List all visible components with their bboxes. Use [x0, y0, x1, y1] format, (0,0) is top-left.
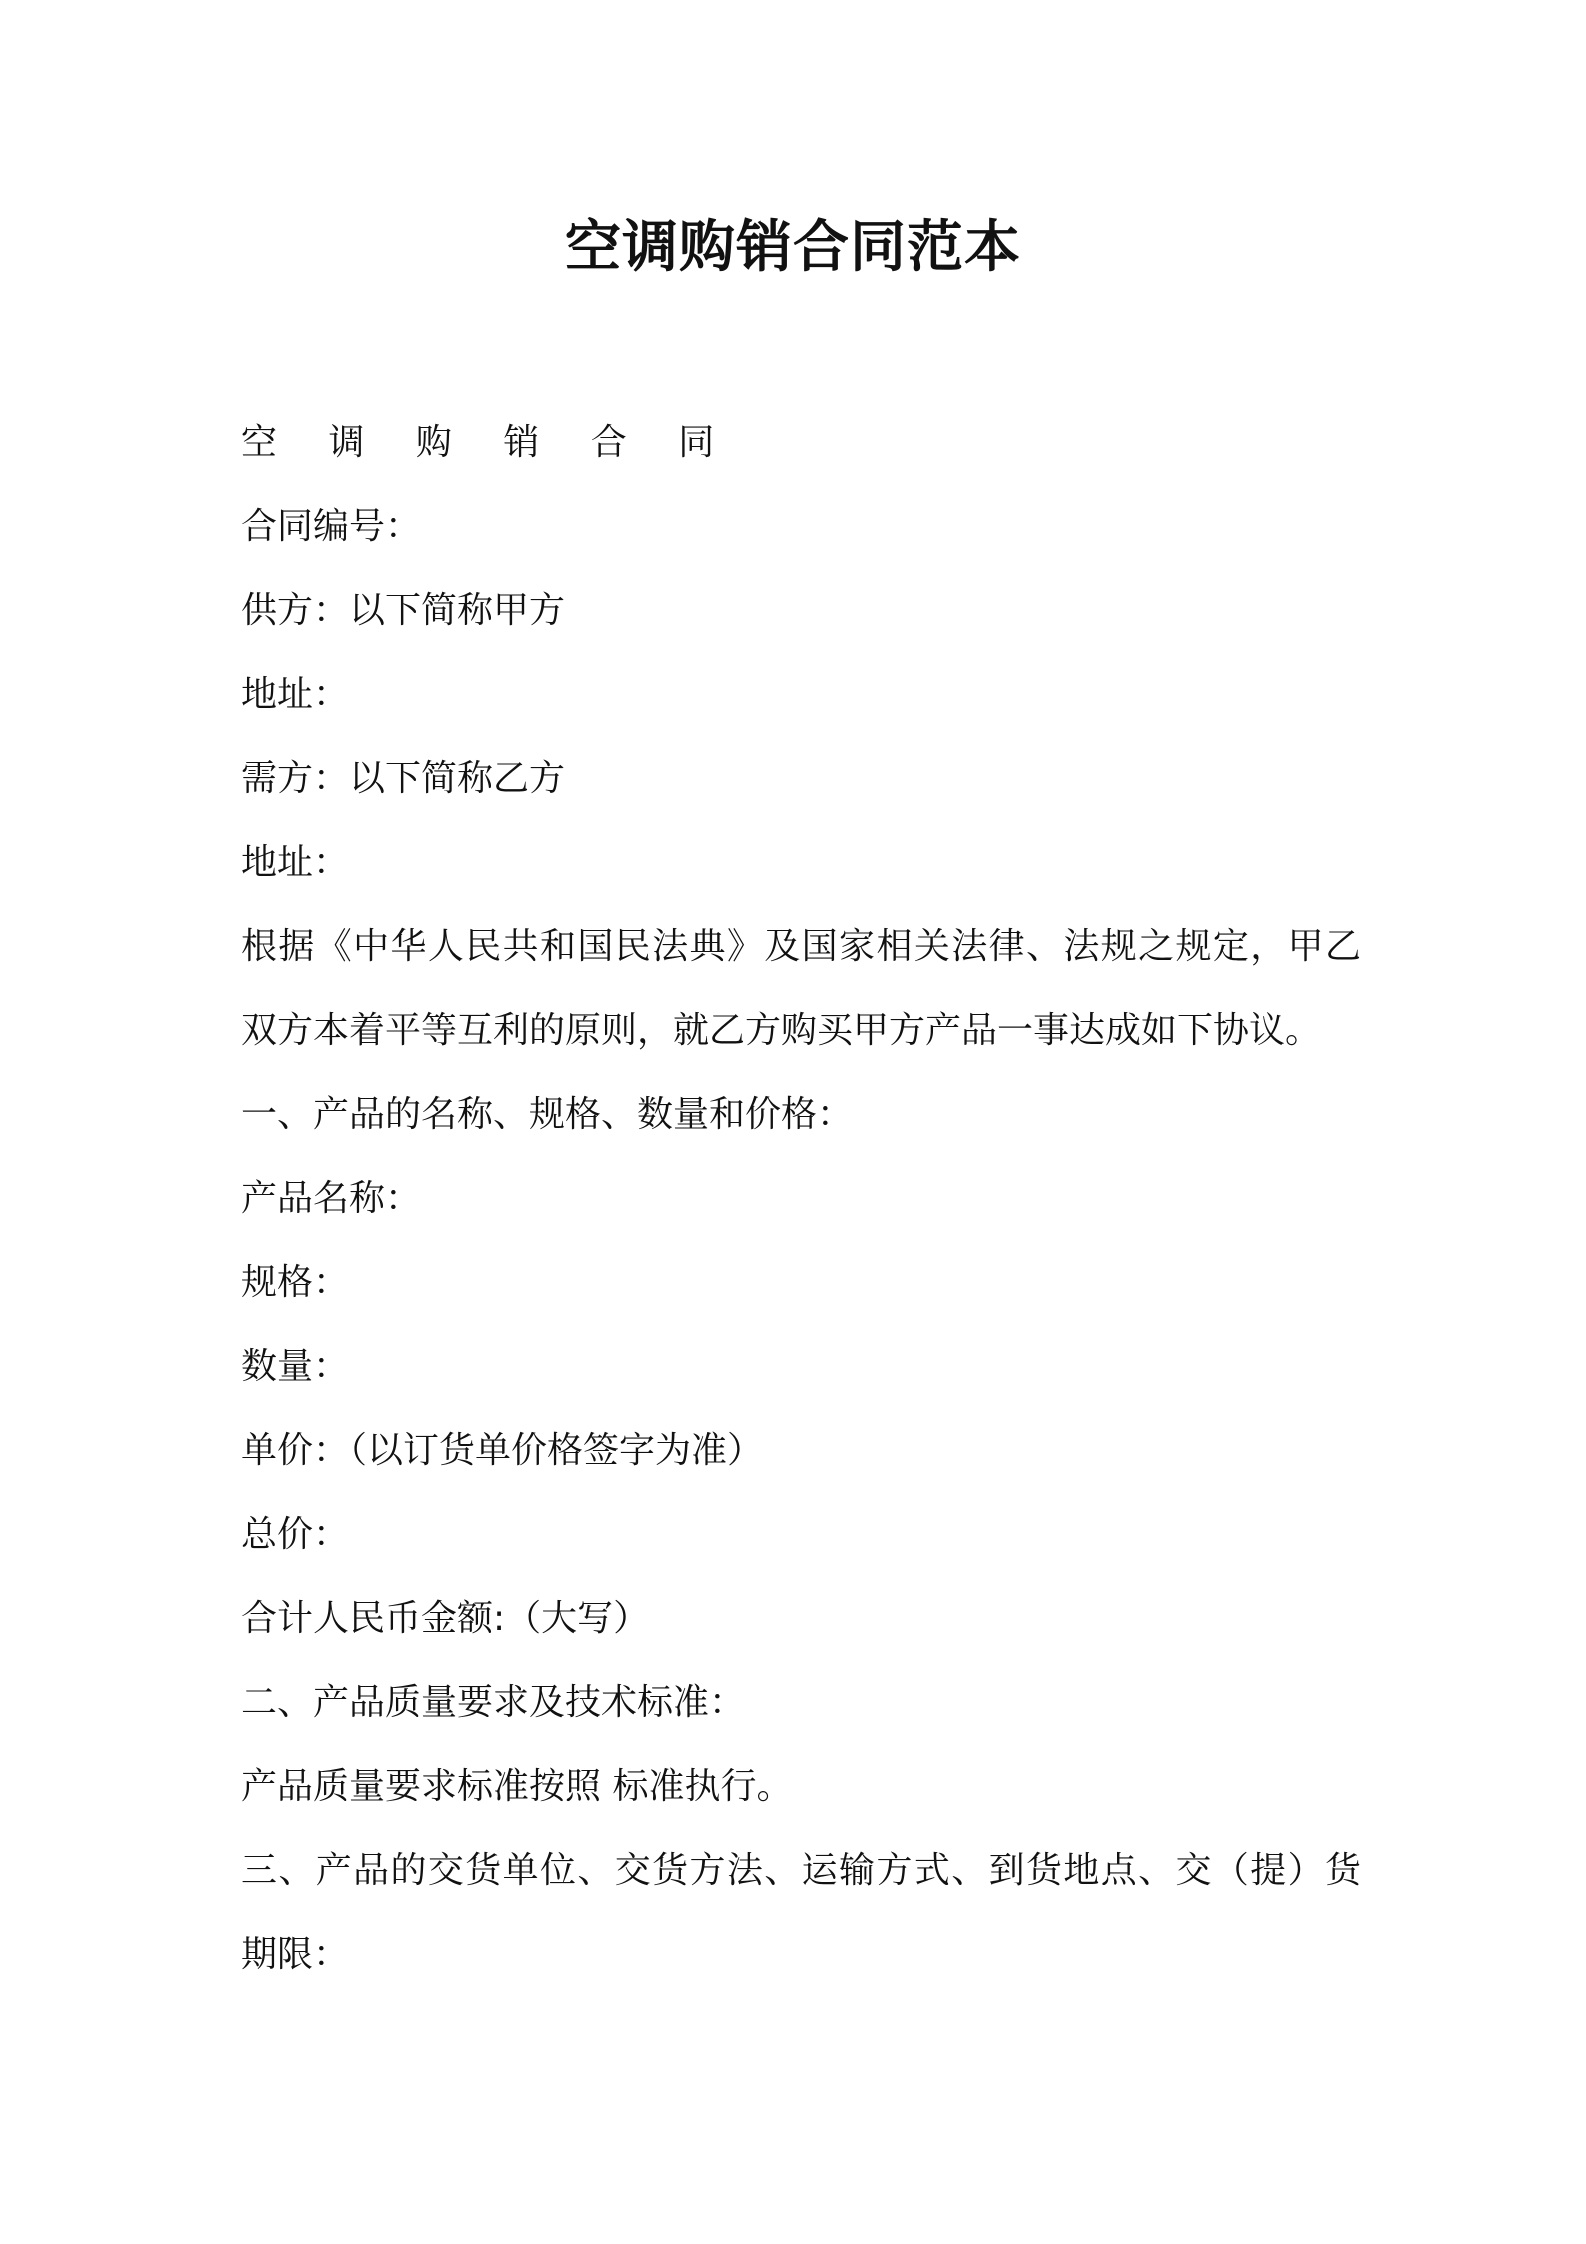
- contract-number-line: 合同编号：: [241, 506, 422, 547]
- document-title: 空调购销合同范本: [565, 215, 1021, 280]
- preamble-line-1: 根据《中华人民共和国民法典》及国家相关法律、法规之规定，甲乙: [241, 926, 1361, 967]
- supplier-line: 供方：以下简称甲方: [241, 590, 566, 631]
- total-amount-line: 合计人民币金额:（大写）: [241, 1598, 650, 1639]
- preamble-line-2: 双方本着平等互利的原则，就乙方购买甲方产品一事达成如下协议。: [241, 1010, 1322, 1051]
- product-name-line: 产品名称：: [241, 1178, 422, 1219]
- section-2-heading: 二、产品质量要求及技术标准：: [241, 1682, 746, 1723]
- section-1-heading: 一、产品的名称、规格、数量和价格：: [241, 1094, 854, 1135]
- section-3-heading-line-1: 三、产品的交货单位、交货方法、运输方式、到货地点、交（提）货: [241, 1850, 1361, 1891]
- buyer-address-line: 地址：: [241, 842, 350, 883]
- quantity-line: 数量：: [241, 1346, 350, 1387]
- quality-standard-line: 产品质量要求标准按照 标准执行。: [241, 1766, 793, 1807]
- specification-line: 规格：: [241, 1262, 350, 1303]
- supplier-address-line: 地址：: [241, 674, 350, 715]
- buyer-line: 需方：以下简称乙方: [241, 758, 566, 799]
- section-3-heading-line-2: 期限：: [241, 1934, 350, 1975]
- unit-price-line: 单价：（以订货单价格签字为准）: [241, 1430, 764, 1471]
- document-body: [241, 401, 1361, 1997]
- total-price-line: 总价：: [241, 1514, 350, 1555]
- contract-heading: 空 调 购 销 合 同: [241, 422, 735, 463]
